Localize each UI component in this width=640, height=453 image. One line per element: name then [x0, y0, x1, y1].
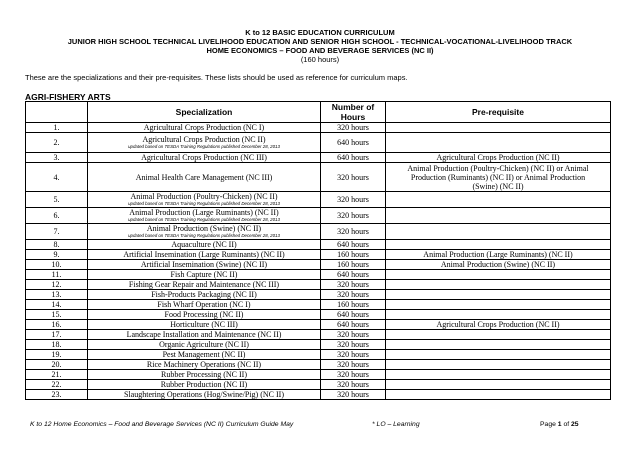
- table-row: [26, 310, 611, 320]
- specialization-name: Animal Production (Swine) (NC II): [146, 224, 262, 233]
- row-hours: 160 hours: [321, 250, 386, 260]
- row-hours: 320 hours: [321, 224, 386, 240]
- table-row: [26, 224, 611, 240]
- row-number: 11.: [26, 270, 88, 280]
- specialization-name: Animal Production (Large Ruminants) (NC II): [129, 208, 279, 217]
- row-prerequisite: [386, 133, 611, 153]
- header-specialization: Specialization: [88, 102, 321, 123]
- row-hours: 160 hours: [321, 260, 386, 270]
- row-specialization: [88, 290, 321, 300]
- table-row: [26, 250, 611, 260]
- specialization-name: Rice Machinery Operations (NC II): [146, 360, 262, 369]
- row-specialization: [88, 340, 321, 350]
- row-specialization: [88, 370, 321, 380]
- section-title: AGRI-FISHERY ARTS: [25, 92, 111, 102]
- row-specialization: [88, 280, 321, 290]
- row-prerequisite: Agricultural Crops Production (NC II): [386, 320, 611, 330]
- row-number: 18.: [26, 340, 88, 350]
- row-specialization: [88, 320, 321, 330]
- row-prerequisite: [386, 300, 611, 310]
- row-hours: 320 hours: [321, 192, 386, 208]
- row-number: 8.: [26, 240, 88, 250]
- row-specialization: [88, 300, 321, 310]
- row-number: 13.: [26, 290, 88, 300]
- row-number: 6.: [26, 208, 88, 224]
- table-row: [26, 390, 611, 400]
- table-row: [26, 280, 611, 290]
- specialization-name: Agricultural Crops Production (NC II): [142, 135, 266, 144]
- row-hours: 320 hours: [321, 330, 386, 340]
- row-hours: 160 hours: [321, 300, 386, 310]
- row-hours: 320 hours: [321, 280, 386, 290]
- page-number: [540, 421, 579, 428]
- row-specialization: [88, 224, 321, 240]
- row-prerequisite: [386, 350, 611, 360]
- row-prerequisite: [386, 208, 611, 224]
- row-number: 7.: [26, 224, 88, 240]
- table-row: [26, 290, 611, 300]
- doc-hours: (160 hours): [300, 55, 340, 64]
- row-hours: 320 hours: [321, 123, 386, 133]
- row-prerequisite: [386, 370, 611, 380]
- table-row: [26, 260, 611, 270]
- row-specialization: [88, 163, 321, 192]
- table-row: [26, 320, 611, 330]
- header-number: [26, 102, 88, 123]
- page-prefix: Page: [540, 421, 556, 428]
- specialization-name: Rubber Processing (NC II): [161, 370, 247, 379]
- row-hours: 320 hours: [321, 350, 386, 360]
- row-prerequisite: [386, 340, 611, 350]
- row-hours: 640 hours: [321, 240, 386, 250]
- row-hours: 320 hours: [321, 340, 386, 350]
- row-number: 4.: [26, 163, 88, 192]
- doc-program: HOME ECONOMICS – FOOD AND BEVERAGE SERVICES (NC II): [206, 46, 434, 55]
- row-specialization: [88, 380, 321, 390]
- footer-note: * LO – Learning: [372, 421, 420, 428]
- row-hours: 640 hours: [321, 320, 386, 330]
- row-prerequisite: [386, 290, 611, 300]
- row-number: 22.: [26, 380, 88, 390]
- row-number: 2.: [26, 133, 88, 153]
- specialization-name: Fish-Products Packaging (NC II): [151, 290, 257, 299]
- table-row: [26, 123, 611, 133]
- table-row: [26, 330, 611, 340]
- table-header-row: [26, 102, 611, 123]
- row-number: 5.: [26, 192, 88, 208]
- row-prerequisite: [386, 123, 611, 133]
- row-number: 20.: [26, 360, 88, 370]
- doc-subtitle: JUNIOR HIGH SCHOOL TECHNICAL LIVELIHOOD EDUCATION AND SENIOR HIGH SCHOOL - TECHNICAL-VOCATIONAL-LIVELIHOOD TRACK: [67, 37, 573, 46]
- row-number: 10.: [26, 260, 88, 270]
- row-specialization: [88, 153, 321, 163]
- row-hours: 320 hours: [321, 290, 386, 300]
- row-number: 23.: [26, 390, 88, 400]
- table-row: [26, 192, 611, 208]
- specialization-name: Slaughtering Operations (Hog/Swine/Pig) (NC II): [124, 390, 284, 399]
- row-hours: 320 hours: [321, 360, 386, 370]
- specialization-name: Organic Agriculture (NC II): [159, 340, 249, 349]
- footer-left: K to 12 Home Economics – Food and Beverage Services (NC II) Curriculum Guide May: [30, 421, 294, 428]
- row-number: 12.: [26, 280, 88, 290]
- row-hours: 640 hours: [321, 153, 386, 163]
- table-row: [26, 153, 611, 163]
- specialization-name: Artificial Insemination (Swine) (NC II): [140, 260, 268, 269]
- specialization-name: Fish Capture (NC II): [170, 270, 238, 279]
- row-prerequisite: [386, 270, 611, 280]
- specialization-table: [25, 101, 611, 400]
- table-row: [26, 300, 611, 310]
- row-prerequisite: [386, 280, 611, 290]
- row-specialization: [88, 250, 321, 260]
- row-specialization: [88, 123, 321, 133]
- row-specialization: [88, 310, 321, 320]
- intro-text: These are the specializations and their pre-requisites. These lists should be used as reference for curriculum maps.: [25, 73, 408, 82]
- row-prerequisite: [386, 390, 611, 400]
- header-hours: Number of Hours: [321, 102, 386, 123]
- row-specialization: [88, 240, 321, 250]
- specialization-name: Rubber Production (NC II): [160, 380, 248, 389]
- row-prerequisite: Animal Production (Swine) (NC II): [386, 260, 611, 270]
- table-row: [26, 340, 611, 350]
- table-row: [26, 350, 611, 360]
- row-hours: 320 hours: [321, 163, 386, 192]
- row-number: 21.: [26, 370, 88, 380]
- row-specialization: [88, 270, 321, 280]
- table-row: [26, 380, 611, 390]
- row-number: 14.: [26, 300, 88, 310]
- row-prerequisite: Animal Production (Poultry-Chicken) (NC II) or Animal Production (Ruminants) (NC II) or Animal Production (Swine) (NC II): [386, 163, 611, 192]
- specialization-note: updated based on TESDA Training Regulations published December 28, 2013: [128, 201, 280, 206]
- specialization-note: updated based on TESDA Training Regulations published December 28, 2013: [128, 144, 280, 149]
- row-prerequisite: [386, 240, 611, 250]
- row-prerequisite: [386, 192, 611, 208]
- row-number: 19.: [26, 350, 88, 360]
- row-prerequisite: [386, 360, 611, 370]
- row-specialization: [88, 360, 321, 370]
- specialization-name: Horticulture (NC III): [170, 320, 238, 329]
- specialization-name: Artificial Insemination (Large Ruminants) (NC II): [123, 250, 285, 259]
- row-specialization: [88, 350, 321, 360]
- row-number: 16.: [26, 320, 88, 330]
- row-hours: 320 hours: [321, 380, 386, 390]
- row-prerequisite: Agricultural Crops Production (NC II): [386, 153, 611, 163]
- specialization-name: Fish Wharf Operation (NC I): [157, 300, 251, 309]
- row-specialization: [88, 260, 321, 270]
- specialization-name: Food Processing (NC II): [164, 310, 244, 319]
- row-specialization: [88, 133, 321, 153]
- row-prerequisite: [386, 380, 611, 390]
- row-specialization: [88, 330, 321, 340]
- row-prerequisite: [386, 224, 611, 240]
- table-row: [26, 360, 611, 370]
- specialization-name: Landscape Installation and Maintenance (NC II): [126, 330, 282, 339]
- row-hours: 320 hours: [321, 390, 386, 400]
- specialization-name: Fishing Gear Repair and Maintenance (NC III): [128, 280, 280, 289]
- row-hours: 320 hours: [321, 370, 386, 380]
- specialization-name: Aquaculture (NC II): [171, 240, 237, 249]
- row-hours: 320 hours: [321, 208, 386, 224]
- specialization-name: Animal Production (Poultry-Chicken) (NC II): [130, 192, 278, 201]
- page-current: 1: [557, 421, 562, 428]
- header-prerequisite: Pre-requisite: [386, 102, 611, 123]
- row-number: 1.: [26, 123, 88, 133]
- specialization-note: updated based on TESDA Training Regulations published December 28, 2013: [128, 217, 280, 222]
- page-total: 25: [571, 421, 579, 428]
- row-number: 3.: [26, 153, 88, 163]
- specialization-name: Pest Management (NC II): [162, 350, 246, 359]
- row-hours: 640 hours: [321, 270, 386, 280]
- specialization-name: Animal Health Care Management (NC III): [135, 172, 273, 182]
- row-number: 15.: [26, 310, 88, 320]
- specialization-name: Agricultural Crops Production (NC I): [143, 123, 265, 132]
- table-row: [26, 163, 611, 192]
- page-of: of: [563, 421, 570, 428]
- row-prerequisite: [386, 330, 611, 340]
- row-hours: 640 hours: [321, 310, 386, 320]
- row-prerequisite: [386, 310, 611, 320]
- row-specialization: [88, 390, 321, 400]
- table-row: [26, 240, 611, 250]
- table-row: [26, 370, 611, 380]
- table-row: [26, 270, 611, 280]
- specialization-name: Agricultural Crops Production (NC III): [141, 153, 267, 162]
- row-number: 9.: [26, 250, 88, 260]
- row-number: 17.: [26, 330, 88, 340]
- row-hours: 640 hours: [321, 133, 386, 153]
- table-row: [26, 133, 611, 153]
- doc-title: K to 12 BASIC EDUCATION CURRICULUM: [245, 28, 395, 37]
- row-specialization: [88, 192, 321, 208]
- specialization-note: updated based on TESDA Training Regulations published December 28, 2013: [128, 233, 280, 238]
- row-prerequisite: Animal Production (Large Ruminants) (NC II): [386, 250, 611, 260]
- row-specialization: [88, 208, 321, 224]
- table-row: [26, 208, 611, 224]
